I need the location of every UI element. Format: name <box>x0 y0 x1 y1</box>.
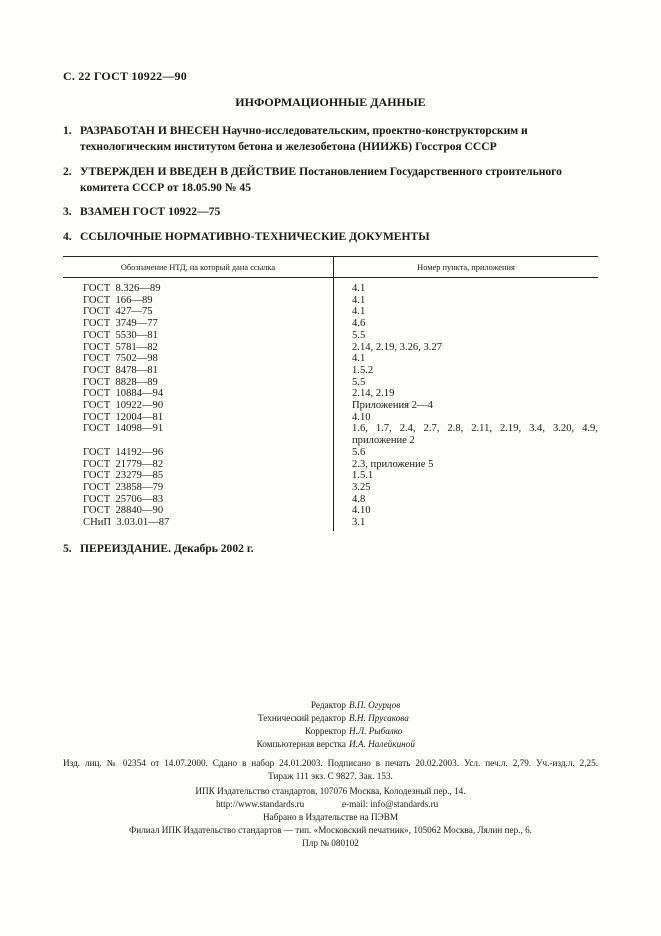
section-numbers: Приложения 2—4 <box>352 400 433 412</box>
table-row <box>63 505 598 517</box>
item-lead: УТВЕРЖДЕН И ВВЕДЕН В ДЕЙСТВИЕ <box>80 165 297 178</box>
imprint-line-1: Изд. лиц. № 02354 от 14.07.2000. Сдано в набор 24.01.2003. Подписано в печать 20.02.2003. Усл. печ.л. 2,79. Уч.-изд.л. 2,25. <box>63 758 598 768</box>
publisher-contacts <box>0 798 661 811</box>
table-row <box>63 447 598 459</box>
table-row <box>63 306 598 318</box>
section-numbers: 5.5 <box>352 376 366 388</box>
item-lead: ВЗАМЕН ГОСТ 10922—75 <box>80 205 221 218</box>
document-designation: ГОСТ 10884—94 <box>63 388 334 400</box>
table-row <box>63 423 598 446</box>
item-lead: ПЕРЕИЗДАНИЕ. <box>80 542 172 555</box>
publisher-block <box>0 785 661 850</box>
table-row <box>63 412 598 424</box>
document-designation: ГОСТ 7502—98 <box>63 353 334 365</box>
publisher-website: http://www.standards.ru <box>216 799 305 809</box>
document-designation: ГОСТ 10922—90 <box>63 400 334 412</box>
table-row <box>63 365 598 377</box>
table-row <box>63 295 598 307</box>
item-lead: РАЗРАБОТАН И ВНЕСЕН <box>80 124 220 137</box>
section-numbers: 4.1 <box>352 353 366 365</box>
info-item-4 <box>63 229 598 245</box>
document-designation: ГОСТ 8478—81 <box>63 365 334 377</box>
section-numbers: 5.6 <box>352 446 366 458</box>
table-row <box>63 330 598 342</box>
table-row <box>63 377 598 389</box>
document-designation: ГОСТ 12004—81 <box>63 412 334 424</box>
table-row <box>63 470 598 482</box>
section-numbers: 4.1 <box>352 306 366 318</box>
section-numbers: 2.14, 2.19, 3.26, 3.27 <box>352 341 443 353</box>
document-designation: ГОСТ 25706—83 <box>63 494 334 506</box>
section-numbers: 2.14, 2.19 <box>352 388 395 400</box>
page-header: С. 22 ГОСТ 10922—90 <box>63 69 187 83</box>
section-numbers: 3.1 <box>352 517 366 529</box>
section-numbers: 1.5.1 <box>352 470 374 482</box>
publisher-email: e-mail: info@standards.ru <box>342 799 439 809</box>
item-number: 3. <box>63 205 72 218</box>
document-designation: ГОСТ 8.326—89 <box>63 278 334 295</box>
item-text: Декабрь 2002 г. <box>173 542 254 555</box>
document-designation: ГОСТ 8828—89 <box>63 377 334 389</box>
imprint-line-2: Тираж 111 экз. С 9827. Зак. 153. <box>268 771 393 781</box>
section-numbers: 4.10 <box>352 411 371 423</box>
section-numbers: 4.1 <box>352 283 366 294</box>
table-row <box>63 278 598 295</box>
credit-name: В.Н. Прусакова <box>349 713 409 723</box>
table-row <box>63 459 598 471</box>
section-numbers: 4.1 <box>352 294 366 306</box>
item-number: 4. <box>63 230 72 243</box>
table-row <box>63 517 598 531</box>
document-designation: ГОСТ 28840—90 <box>63 505 334 517</box>
section-numbers: 2.3, приложение 5 <box>352 458 434 470</box>
document-designation: ГОСТ 14098—91 <box>63 423 334 446</box>
document-designation: ГОСТ 23858—79 <box>63 482 334 494</box>
item-number: 2. <box>63 165 72 178</box>
credit-name: Н.Л. Рыбалко <box>349 726 403 736</box>
credit-role: Технический редактор <box>258 713 346 723</box>
section-numbers: 3.25 <box>352 481 371 493</box>
credit-proofreader <box>0 725 661 738</box>
credit-role: Компьютерная верстка <box>256 739 346 749</box>
document-designation: СНиП 3.03.01—87 <box>63 517 334 531</box>
table-row <box>63 494 598 506</box>
document-designation: ГОСТ 14192—96 <box>63 447 334 459</box>
section-numbers: 1.6, 1.7, 2.4, 2.7, 2.8, 2.11, 2.19, 3.4, 3.20, 4.9, приложение 2 <box>352 423 598 447</box>
publisher-address: ИПК Издательство стандартов, 107076 Москва, Колодезный пер., 14. <box>195 786 466 796</box>
section-numbers: 4.8 <box>352 493 366 505</box>
table-row <box>63 388 598 400</box>
document-designation: ГОСТ 3749—77 <box>63 318 334 330</box>
table-row <box>63 400 598 412</box>
document-designation: ГОСТ 23279—85 <box>63 470 334 482</box>
info-item-1 <box>63 123 598 155</box>
table-row <box>63 318 598 330</box>
table-body <box>63 278 598 531</box>
item-number: 5. <box>63 542 72 555</box>
table-row <box>63 342 598 354</box>
table-header-row <box>63 257 598 278</box>
document-designation: ГОСТ 427—75 <box>63 306 334 318</box>
credit-role: Корректор <box>305 726 346 736</box>
imprint-block <box>63 757 598 783</box>
column-header-document: Обозначение НТД, на который дана ссылка <box>63 257 334 278</box>
credit-name: В.П. Огурцов <box>349 700 401 710</box>
publisher-branch: Филиал ИПК Издательство стандартов — тип. «Московский печатник», 105062 Москва, Лялин пер., 6. <box>129 825 532 835</box>
credit-layout <box>0 738 661 751</box>
credit-technical-editor <box>0 712 661 725</box>
document-designation: ГОСТ 5530—81 <box>63 330 334 342</box>
document-designation: ГОСТ 21779—82 <box>63 459 334 471</box>
item-lead: ССЫЛОЧНЫЕ НОРМАТИВНО-ТЕХНИЧЕСКИЕ ДОКУМЕНТЫ <box>80 230 430 243</box>
document-designation: ГОСТ 5781—82 <box>63 342 334 354</box>
section-numbers: 4.6 <box>352 318 366 330</box>
section-title: ИНФОРМАЦИОННЫЕ ДАННЫЕ <box>235 95 426 109</box>
section-numbers: 5.5 <box>352 329 366 341</box>
column-header-section: Номер пункта, приложения <box>334 257 599 278</box>
item-text: Постановлением Государственного строительного комитета СССР от 18.05.90 № 45 <box>80 165 562 194</box>
info-item-2 <box>63 164 598 196</box>
credits-block <box>0 699 661 751</box>
credit-name: И.А. Налейкиной <box>349 739 415 749</box>
publisher-license: Плр № 080102 <box>302 838 359 848</box>
item-number: 1. <box>63 124 72 137</box>
section-numbers: 1.5.2 <box>352 364 374 376</box>
item-text: Научно-исследовательским, проектно-конструкторским и технологическим институтом бетона и железобетона (НИИЖБ) Госстроя СССР <box>80 124 528 153</box>
table-row <box>63 482 598 494</box>
info-item-3 <box>63 204 598 220</box>
publisher-typeset-note: Набрано в Издательстве на ПЭВМ <box>262 812 399 822</box>
info-item-5 <box>63 541 598 557</box>
reference-documents-table <box>63 256 598 531</box>
table-row <box>63 353 598 365</box>
credit-editor <box>0 699 661 712</box>
credit-role: Редактор <box>310 700 346 710</box>
document-designation: ГОСТ 166—89 <box>63 295 334 307</box>
section-numbers: 4.10 <box>352 505 371 517</box>
